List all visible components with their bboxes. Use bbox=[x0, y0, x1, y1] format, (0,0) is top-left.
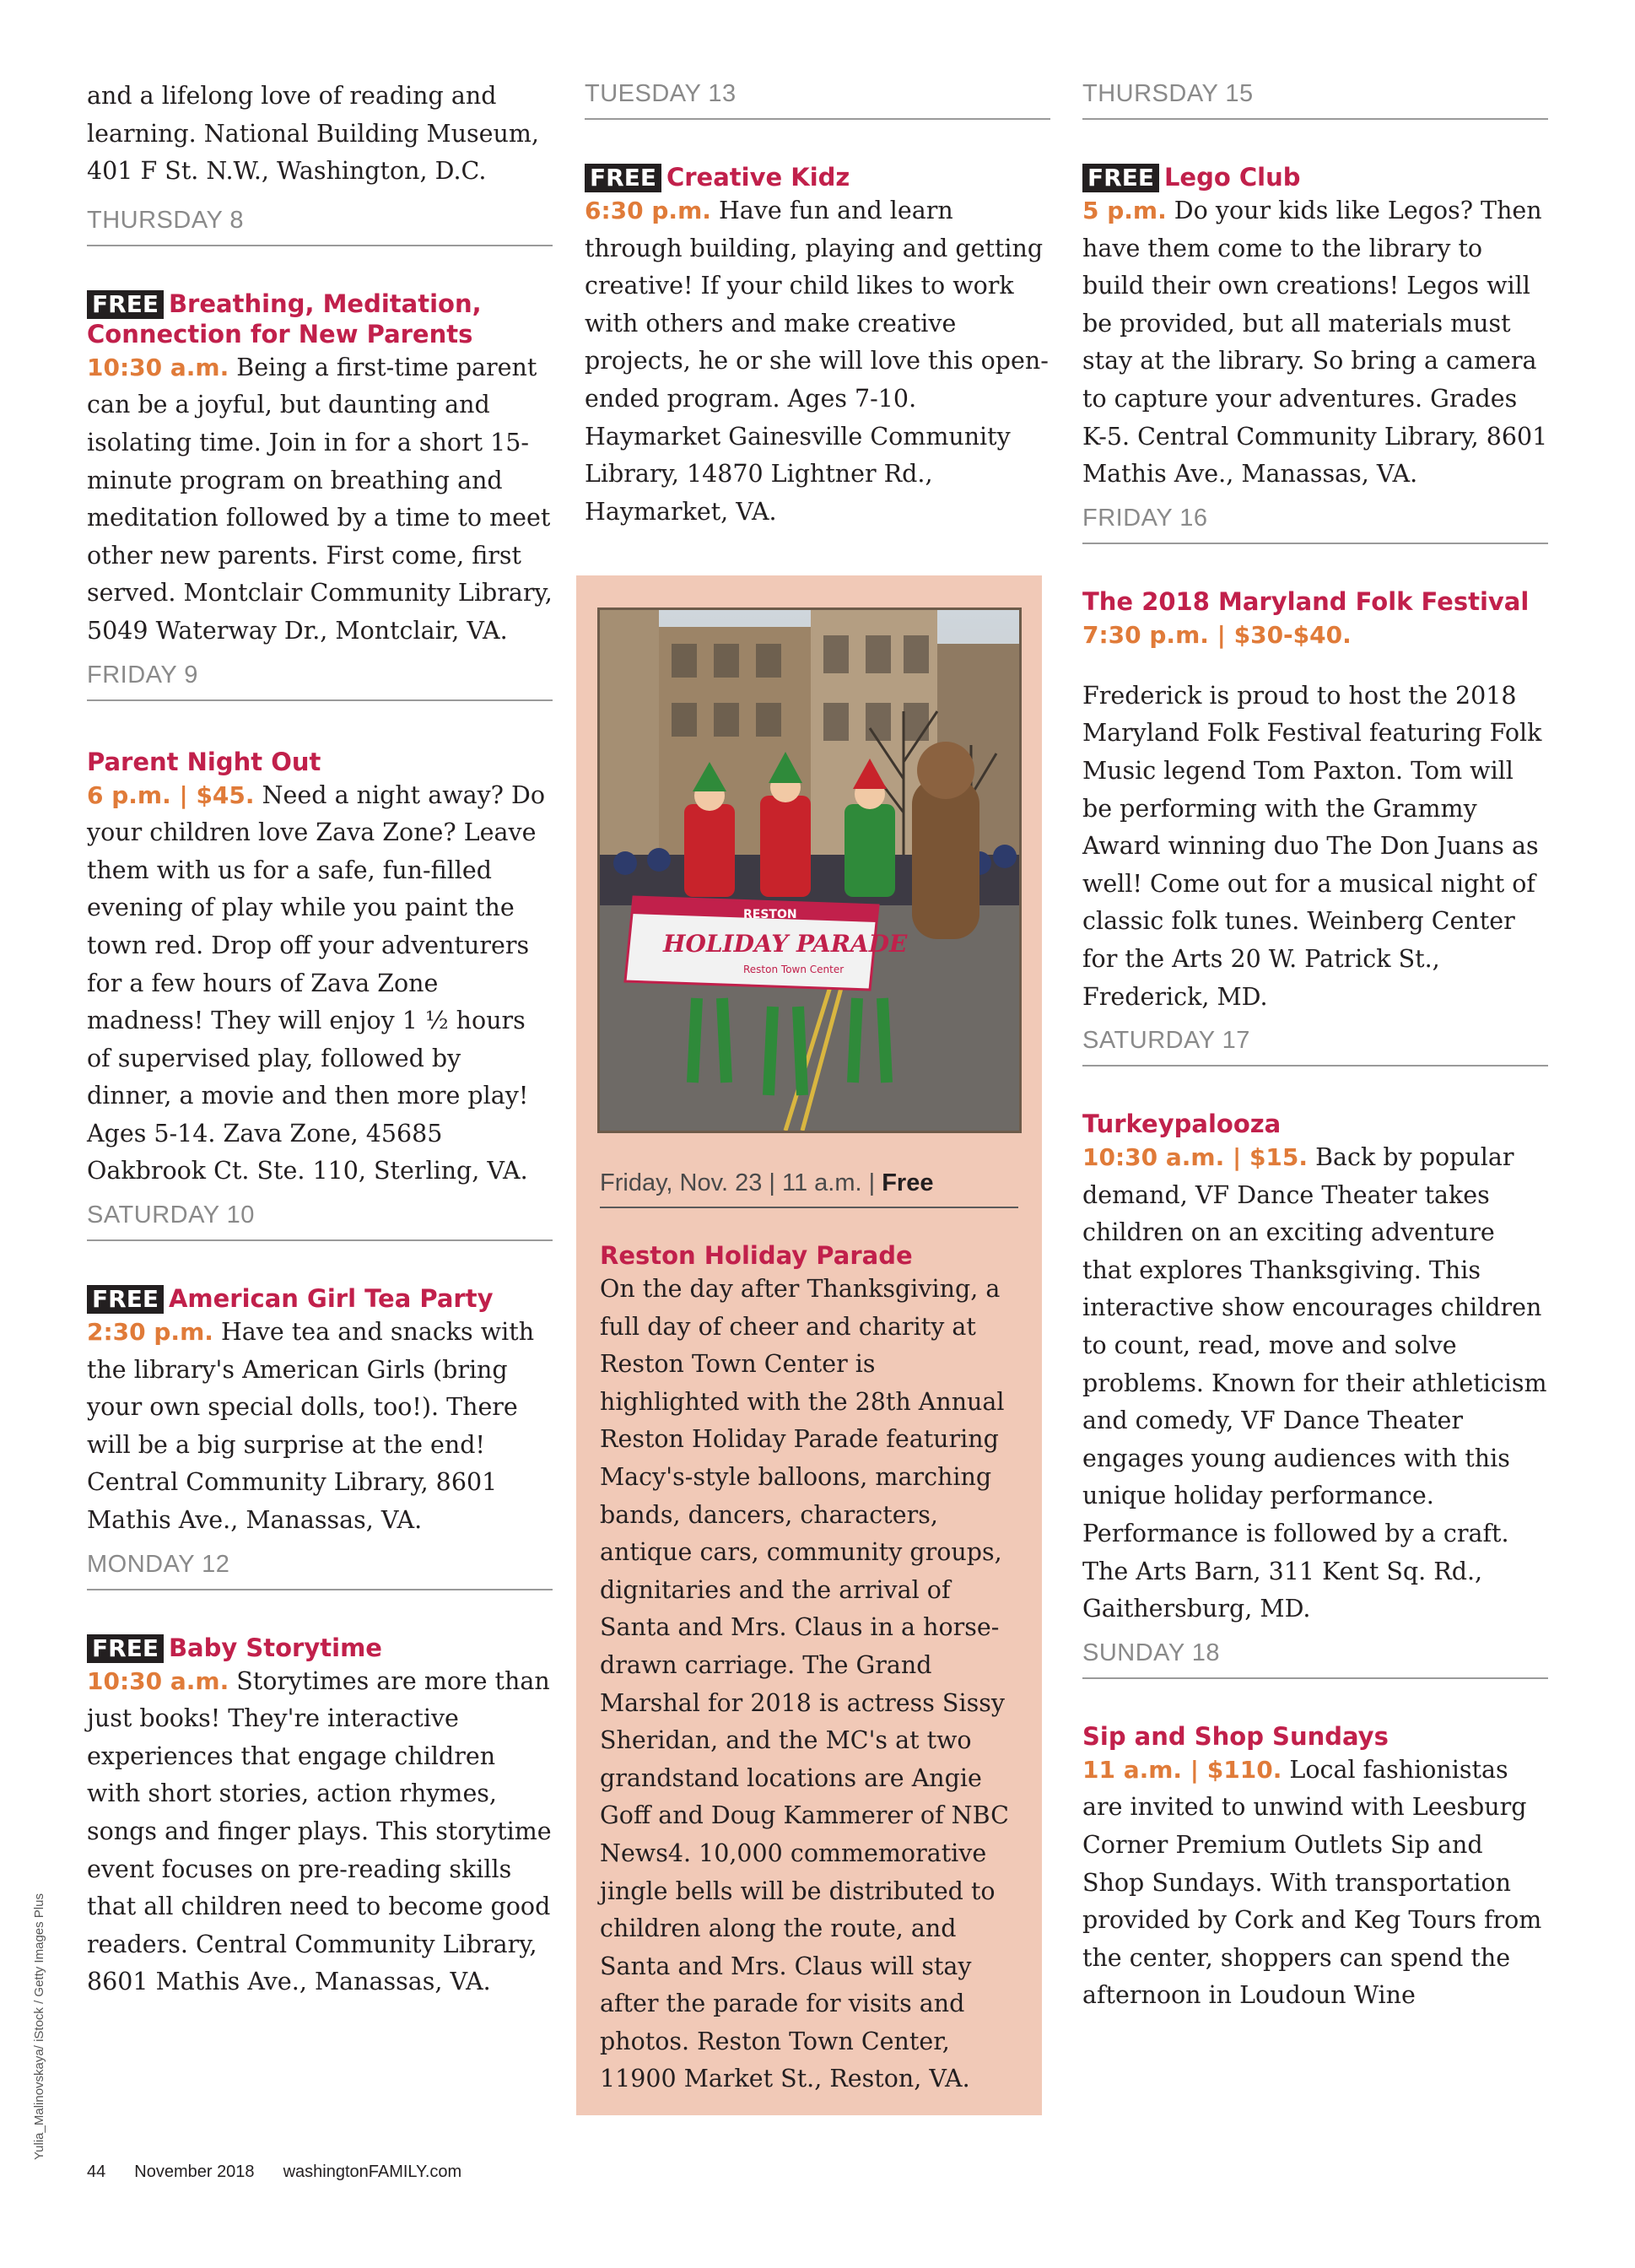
feature-free-label: Free bbox=[882, 1169, 934, 1196]
event-description: Do your kids like Legos? Then have them come to the library to build their own creations! Legos will be provided, but all materials must stay at the library. So bring a camera to capture your adventures. Grades K-5. Central Community Library, 8601 Mathis Ave., Manassas, VA. bbox=[1082, 197, 1548, 489]
event-description: Need a night away? Do your children love Zava Zone? Leave them with us for a safe, fun-filled evening of play while you paint the town red. Drop off your adventurers for a few hours of Zava Zone madness! They will enjoy 1 ½ hours of supervised play, followed by dinner, a movie and then more play! Ages 5-14. Zava Zone, 45685 Oakbrook Ct. Ste. 110, Sterling, VA. bbox=[87, 780, 546, 1185]
event-description: Back by popular demand, VF Dance Theater takes children on an exciting adventure that explores Thanksgiving. This interactive show encourages children to count, read, move and solve problems. Known for their athleticism and comedy, VF Dance Theater engages young audiences with this unique holiday performance. Performance is followed by a craft. The Arts Barn, 311 Kent Sq. Rd., Gaithersburg, MD. bbox=[1082, 1143, 1547, 1623]
event-description: Being a first-time parent can be a joyful, but daunting and isolating time. Join in for a short 15-minute program on breathing and meditation followed by a time to meet other new parents. First come, first served. Montclair Community Library, 5049 Waterway Dr., Montclair, VA. bbox=[87, 353, 553, 645]
event-title-wrap bbox=[87, 289, 553, 349]
event-time: 6:30 p.m. bbox=[585, 197, 711, 224]
event-body bbox=[87, 349, 553, 651]
day-header-saturday-17: SATURDAY 17 bbox=[1082, 1024, 1548, 1066]
feature-body: On the day after Thanksgiving, a full day of cheer and charity at Reston Town Center is highlighted with the 28th Annual Reston Holiday Parade featuring Macy's-style balloons, marching bands, dancers, characters, antique cars, community groups, dignitaries and the arrival of Santa and Mrs. Claus in a horse-drawn carriage. The Grand Marshal for 2018 is actress Sissy Sheridan, and the MC's at two grandstand locations are Angie Goff and Doug Kammerer of NBC News4. 10,000 commemorative jingle bells will be distributed to children along the route, and Santa and Mrs. Claus will stay after the parade for visits and photos. Reston Town Center, 11900 Market St., Reston, VA. bbox=[600, 1275, 1009, 2093]
parade-photo bbox=[600, 610, 1019, 1131]
free-badge: FREE bbox=[87, 1285, 164, 1314]
day-header-monday-12: MONDAY 12 bbox=[87, 1548, 553, 1590]
feature-date-line bbox=[600, 1166, 1018, 1208]
event-body bbox=[87, 1314, 553, 1540]
event-description: Local fashionistas are invited to unwind with Leesburg Corner Premium Outlets Sip and Shop Sundays. With transportation provided by Cork and Keg Tours from the center, shoppers can spend the afternoon in Loudoun Wine bbox=[1082, 1755, 1542, 2010]
event-title: American Girl Tea Party bbox=[168, 1284, 494, 1314]
event-sip-and-shop bbox=[1082, 1637, 1548, 2015]
day-header-tuesday-13: TUESDAY 13 bbox=[585, 78, 1050, 120]
event-title: The 2018 Maryland Folk Festival bbox=[1082, 586, 1530, 616]
event-title: Creative Kidz bbox=[666, 163, 850, 192]
event-lego-club bbox=[1082, 78, 1548, 494]
free-badge: FREE bbox=[87, 1634, 164, 1663]
event-title: Lego Club bbox=[1163, 163, 1301, 192]
banner-top-text: RESTON bbox=[743, 908, 797, 921]
banner-sub-text: Reston Town Center bbox=[743, 964, 844, 975]
event-title-wrap bbox=[87, 1283, 553, 1314]
event-title: Turkeypalooza bbox=[1082, 1110, 1282, 1139]
intro-paragraph: and a lifelong love of reading and learning. National Building Museum, 401 F St. N.W., Washington, D.C. bbox=[87, 82, 539, 186]
event-time: 10:30 a.m. bbox=[87, 1666, 229, 1695]
middle-column bbox=[585, 78, 1050, 531]
event-maryland-folk-festival bbox=[1082, 502, 1548, 1016]
feature-article bbox=[600, 1240, 1022, 2098]
event-body bbox=[87, 777, 553, 1191]
event-parent-night-out bbox=[87, 659, 553, 1191]
parade-photo-illustration bbox=[600, 610, 1019, 1131]
day-header-thursday-15: THURSDAY 15 bbox=[1082, 78, 1548, 120]
feature-title: Reston Holiday Parade bbox=[600, 1241, 913, 1270]
day-header-thursday-8: THURSDAY 8 bbox=[87, 204, 553, 246]
event-description: Storytimes are more than just books! They're interactive experiences that engage children with short stories, action rhymes, songs and finger plays. This storytime event focuses on pre-reading skills that all children need to become good readers. Central Community Library, 8601 Mathis Ave., Manassas, VA. bbox=[87, 1666, 552, 1996]
event-title: Breathing, Meditation, Connection for New Parents bbox=[87, 289, 482, 348]
event-time: 5 p.m. bbox=[1082, 197, 1167, 224]
event-description: Frederick is proud to host the 2018 Maryland Folk Festival featuring Folk Music legend Tom Paxton. Tom will be performing with the Grammy Award winning duo The Don Juans as well! Come out for a musical night of classic folk tunes. Weinberg Center for the Arts 20 W. Patrick St., Frederick, MD. bbox=[1082, 681, 1542, 1011]
event-body bbox=[585, 192, 1050, 531]
event-time: 11 a.m. | $110. bbox=[1082, 1755, 1282, 1784]
event-turkeypalooza bbox=[1082, 1024, 1548, 1628]
day-header-friday-16: FRIDAY 16 bbox=[1082, 502, 1548, 544]
event-baby-storytime bbox=[87, 1548, 553, 2001]
free-badge: FREE bbox=[1082, 164, 1159, 192]
photo-credit: Yulia_Malinovskaya/ iStock / Getty Images Plus bbox=[32, 1893, 46, 2160]
feature-date: Friday, Nov. 23 | 11 a.m. | bbox=[600, 1169, 882, 1196]
event-body bbox=[1082, 192, 1548, 494]
banner-main-text: HOLIDAY PARADE bbox=[663, 930, 908, 958]
page-footer bbox=[87, 2163, 490, 2182]
free-badge: FREE bbox=[585, 164, 661, 192]
event-title: Sip and Shop Sundays bbox=[1082, 1721, 1389, 1751]
event-body bbox=[1082, 1752, 1548, 2015]
day-header-sunday-18: SUNDAY 18 bbox=[1082, 1637, 1548, 1679]
day-header-saturday-10: SATURDAY 10 bbox=[87, 1199, 553, 1241]
event-time: 7:30 p.m. | $30-$40. bbox=[1082, 620, 1352, 649]
event-body bbox=[1082, 1139, 1548, 1628]
page-number: 44 bbox=[87, 2163, 106, 2181]
event-body bbox=[87, 1663, 553, 2001]
left-column bbox=[87, 78, 553, 2001]
free-badge: FREE bbox=[87, 290, 164, 319]
right-column bbox=[1082, 78, 1548, 2015]
event-time: 2:30 p.m. bbox=[87, 1318, 213, 1347]
event-breathing-meditation bbox=[87, 204, 553, 651]
event-description: Have fun and learn through building, playing and getting creative! If your child likes to work with others and make creative projects, he or she will love this open-ended program. Ages 7-10. Haymarket Gainesville Community Library, 14870 Lightner Rd., Haymarket, VA. bbox=[585, 197, 1049, 526]
event-description: Have tea and snacks with the library's American Girls (bring your own special dolls, too!). There will be a big surprise at the end! Central Community Library, 8601 Mathis Ave., Manassas, VA. bbox=[87, 1318, 535, 1535]
event-time: 6 p.m. | $45. bbox=[87, 780, 255, 809]
event-creative-kidz bbox=[585, 78, 1050, 531]
day-header-friday-9: FRIDAY 9 bbox=[87, 659, 553, 701]
event-time: 10:30 a.m. | $15. bbox=[1082, 1143, 1309, 1172]
event-time: 10:30 a.m. bbox=[87, 353, 229, 381]
event-title-wrap bbox=[585, 162, 1050, 192]
event-title: Baby Storytime bbox=[168, 1633, 382, 1662]
event-title-wrap bbox=[87, 1633, 553, 1663]
website-link: washingtonFAMILY.com bbox=[283, 2163, 462, 2181]
event-american-girl-tea bbox=[87, 1199, 553, 1540]
event-title: Parent Night Out bbox=[87, 747, 321, 776]
event-title-wrap bbox=[1082, 162, 1548, 192]
issue-date: November 2018 bbox=[134, 2163, 255, 2181]
